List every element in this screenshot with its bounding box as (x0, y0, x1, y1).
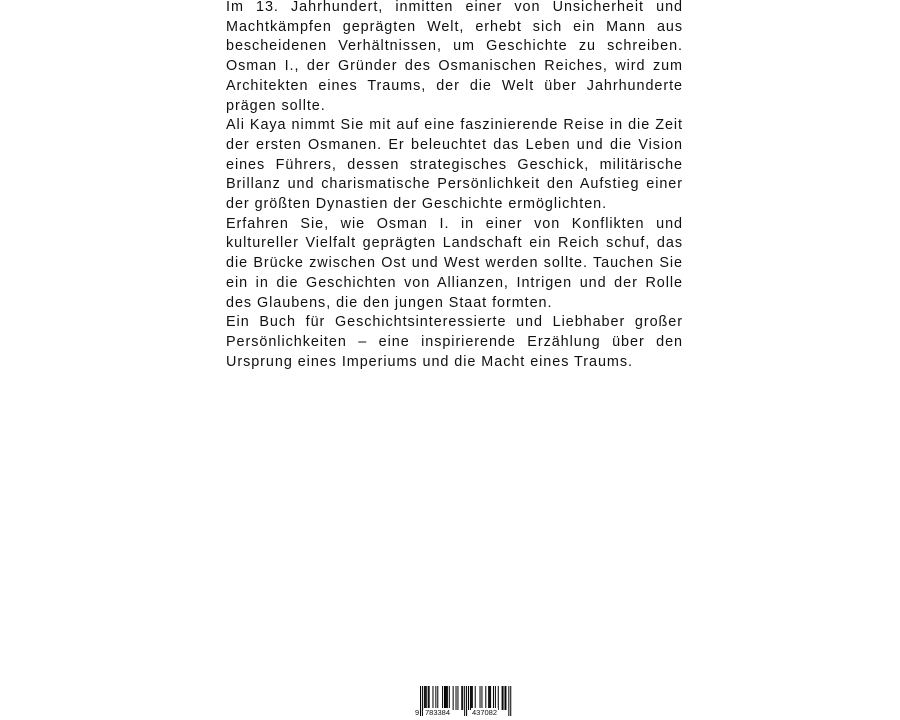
barcode-bar (503, 686, 504, 710)
barcode-bar (480, 686, 481, 710)
barcode-bar (470, 686, 471, 710)
barcode-bar (445, 686, 446, 710)
barcode-bar (490, 686, 491, 710)
barcode-digits (414, 708, 516, 718)
barcode-bar (488, 686, 489, 710)
barcode-bar (493, 686, 494, 710)
barcode-bar (432, 686, 433, 710)
barcode-first-digit: 9 (415, 708, 420, 717)
barcode-bar (461, 686, 462, 710)
barcode-bar (481, 686, 482, 710)
barcode-bar (447, 686, 448, 710)
blurb-paragraph: Erfahren Sie, wie Osman I. in einer von Konflikten und kultureller Vielfalt geprägten Landschaft ein Reich schuf, das die Brücke zwischen Ost und West werden sollte. Tauchen Sie ein in die Geschichten von Allianzen, Intrigen und der Rolle des Glaubens, die den jungen Staat formten. (226, 215, 683, 311)
barcode-bar (446, 686, 447, 710)
barcode-bar (471, 686, 472, 710)
barcode-bar (449, 686, 450, 710)
barcode-bar (472, 686, 473, 710)
barcode-bar (437, 686, 438, 710)
barcode-right-group: 437082 (472, 708, 498, 717)
barcode-bar (428, 686, 429, 710)
barcode-bar (505, 686, 506, 710)
barcode-bar (498, 686, 499, 710)
barcode-bar (495, 686, 496, 710)
barcode-bar (502, 686, 503, 710)
barcode-bar (475, 686, 476, 710)
barcode-bar (429, 686, 430, 710)
barcode-bar (426, 686, 427, 710)
barcode-bar (456, 686, 457, 710)
blurb-paragraph: Im 13. Jahrhundert, inmitten einer von Unsicherheit und Machtkämpfen geprägten Welt, erhebt sich ein Mann aus bescheidenen Verhältnissen, um Geschichte zu schreiben. Osman I., der Gründer des Osmanischen Reiches, wird zum Architekten eines Traums, der die Welt über Jahrhunderte prägen sollte. (226, 0, 683, 114)
barcode-bar (435, 686, 436, 710)
blurb-paragraph: Ali Kaya nimmt Sie mit auf eine faszinierende Reise in die Zeit der ersten Osmanen. Er beleuchtet das Leben und die Vision eines Führers, dessen strategisches Geschick, militärische Brillanz und charismatische Persönlichkeit den Aufstieg einer der größten Dynastien der Geschichte ermöglichten. (226, 117, 683, 213)
blurb-paragraph: Ein Buch für Geschichtsinteressierte und Liebhaber großer Persönlichkeiten – eine inspirierende Erzählung über den Ursprung eines Imperiums und die Macht eines Traums. (226, 314, 683, 370)
barcode-bar (462, 686, 463, 710)
barcode-bar (468, 686, 469, 710)
barcode-bar (453, 686, 454, 710)
barcode-bar (444, 686, 445, 710)
barcode-bar (425, 686, 426, 710)
barcode-bar (504, 686, 505, 710)
barcode-bar (424, 686, 425, 710)
barcode-bar (485, 686, 486, 710)
barcode-bar (442, 686, 443, 710)
barcode-bar (489, 686, 490, 710)
barcode-bar (457, 686, 458, 710)
barcode-left-group: 783384 (425, 708, 451, 717)
isbn-barcode (414, 686, 516, 720)
back-cover-blurb (226, 0, 683, 372)
